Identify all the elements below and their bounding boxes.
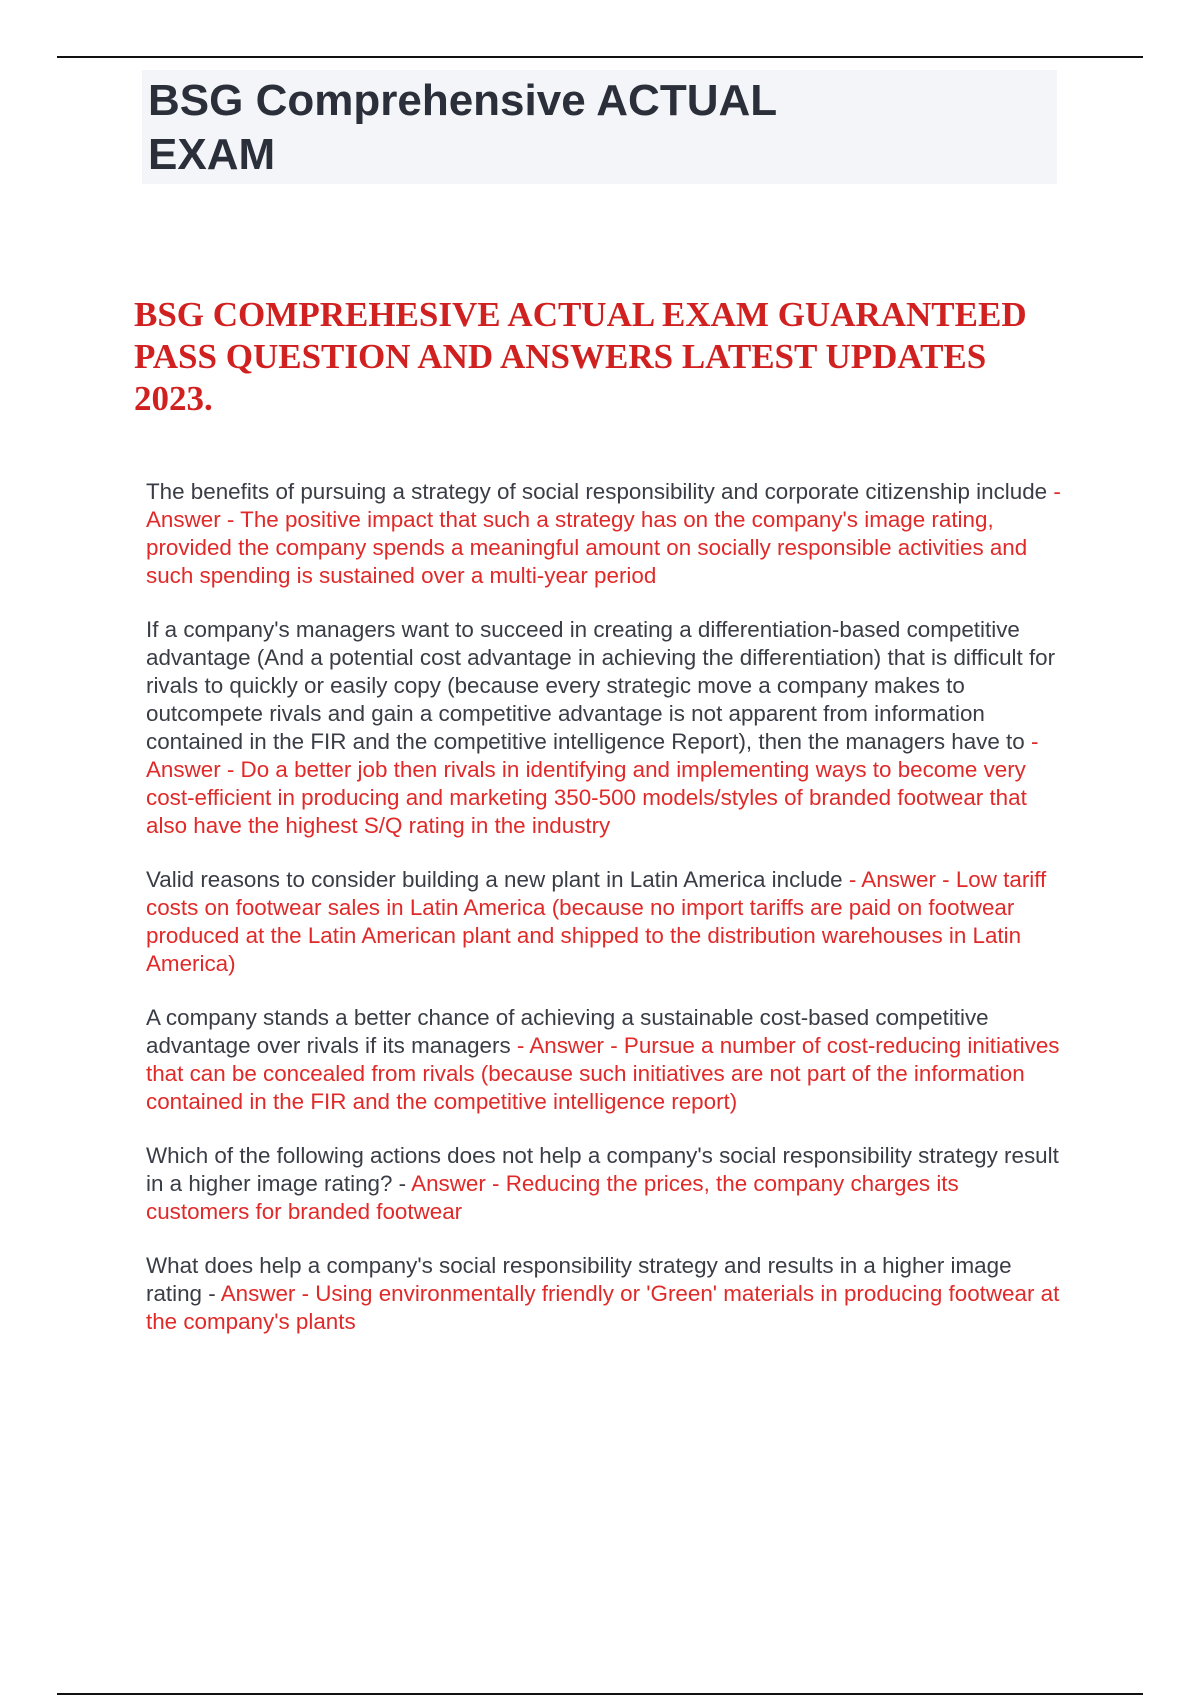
document-title: BSG Comprehensive ACTUAL EXAM: [148, 76, 777, 179]
bottom-rule: [57, 1693, 1143, 1695]
answer-text: - Answer - Do a better job then rivals in identifying and implementing ways to become very cost-efficient in producing and marketing 350-500 models/styles of branded footwear that also have the highest S/Q rating in the industry: [146, 729, 1039, 838]
question-text: The benefits of pursuing a strategy of social responsibility and corporate citizenship include: [146, 479, 1048, 504]
question-text: What does help a company's social responsibility strategy and results in a higher image rating -: [146, 1253, 1012, 1306]
top-rule: [57, 56, 1143, 58]
question-text: Valid reasons to consider building a new plant in Latin America include: [146, 867, 843, 892]
qa-list: [146, 478, 1066, 1362]
question-text: Which of the following actions does not help a company's social responsibility strategy result in a higher image rating? -: [146, 1143, 1059, 1196]
qa-item: [146, 478, 1066, 590]
document-headline: BSG COMPREHESIVE ACTUAL EXAM GUARANTEED PASS QUESTION AND ANSWERS LATEST UPDATES 2023.: [134, 295, 1027, 418]
question-text: A company stands a better chance of achieving a sustainable cost-based competitive advantage over rivals if its managers: [146, 1005, 989, 1058]
answer-text: - Answer - Low tariff costs on footwear sales in Latin America (because no import tariffs are paid on footwear produced at the Latin American plant and shipped to the distribution warehouses in Latin America): [146, 867, 1047, 976]
qa-item: [146, 616, 1066, 840]
answer-text: Answer - Reducing the prices, the company charges its customers for branded footwear: [146, 1171, 959, 1224]
qa-item: [146, 1252, 1066, 1336]
title-box: [142, 70, 1057, 184]
question-text: If a company's managers want to succeed in creating a differentiation-based competitive advantage (And a potential cost advantage in achieving the differentiation) that is difficult for rivals to quickly or easily copy (because every strategic move a company makes to outcompete rivals and gain a competitive advantage is not apparent from information contained in the FIR and the competitive intelligence Report), then the managers have to: [146, 617, 1056, 754]
qa-item: [146, 1142, 1066, 1226]
answer-text: - Answer - Pursue a number of cost-reducing initiatives that can be concealed from rivals (because such initiatives are not part of the information contained in the FIR and the competitive intelligence report): [146, 1033, 1060, 1114]
answer-text: Answer - Using environmentally friendly or 'Green' materials in producing footwear at the company's plants: [146, 1281, 1060, 1334]
qa-item: [146, 1004, 1066, 1116]
qa-item: [146, 866, 1066, 978]
answer-text: - Answer - The positive impact that such a strategy has on the company's image rating, provided the company spends a meaningful amount on socially responsible activities and such spending is sustained over a multi-year period: [146, 479, 1061, 588]
